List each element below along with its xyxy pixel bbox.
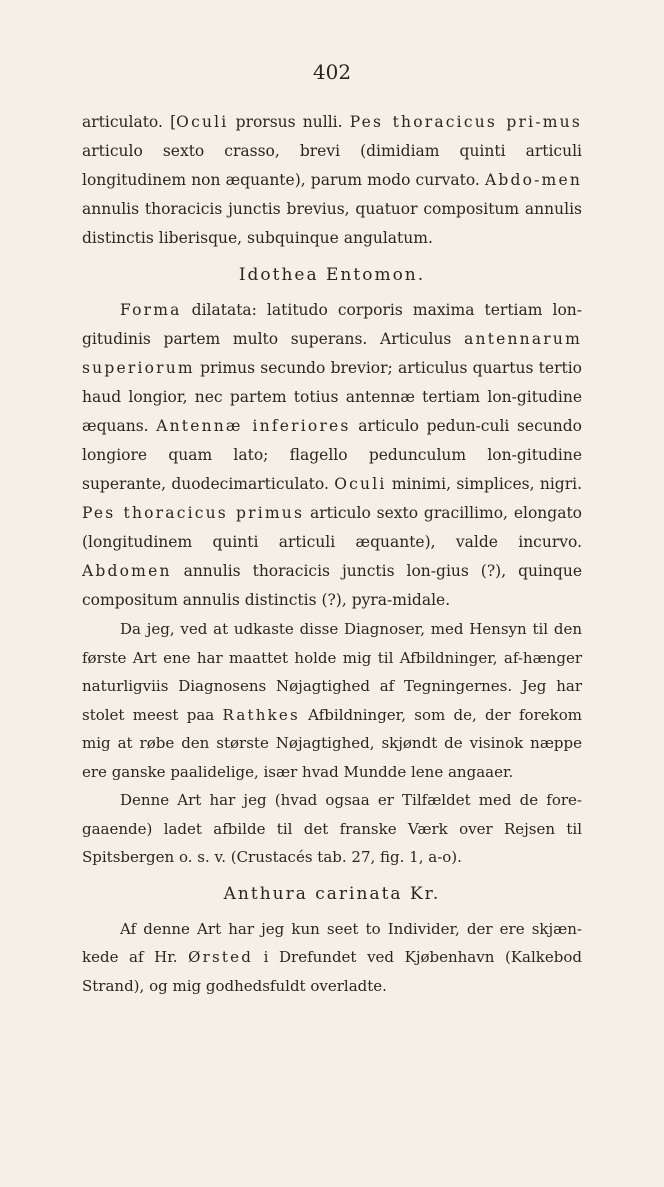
paragraph-oculi bbox=[82, 108, 582, 253]
text-run: annulis thoracicis junctis lon-gius (?), quinque compositum annulis distinctis (?), pyra-midale. bbox=[82, 562, 582, 609]
text-run: Da jeg, ved at udkaste disse Diagnoser, med Hensyn til den første Art ene har maattet holde mig til Afbildninger, af-hænger naturligviis Diagnosens Nøjagtighed af Tegningernes. Jeg har stolet meest paa bbox=[82, 620, 582, 724]
text-run: articulo sexto gracillimo, elongato (longitudinem quinti articuli æquante), valde incurvo. bbox=[82, 504, 582, 551]
text-run: Denne Art har jeg (hvad ogsaa er Tilfældet med de fore-gaaende) ladet afbilde til det franske Værk over Rejsen til Spitsbergen o. s. v. (Crustacés tab. 27, fig. 1, a-o). bbox=[82, 791, 582, 866]
text-run: i Drefundet ved Kjøbenhavn (Kalkebod Strand), og mig godhedsfuldt overladte. bbox=[82, 948, 582, 995]
term-antennae-superiores: antennarum superiorum bbox=[82, 330, 582, 377]
paragraph-danish-illustration bbox=[82, 786, 582, 872]
text-run: prorsus nulli. bbox=[228, 113, 350, 131]
term-oculi: Oculi bbox=[334, 475, 387, 493]
text-run: dilatata: latitudo corporis maxima tertiam lon-gitudinis partem multo superans. Articulus bbox=[82, 301, 582, 348]
paragraph-danish-anthura bbox=[82, 915, 582, 1001]
species-heading-anthura: Anthura carinata Kr. bbox=[223, 883, 441, 904]
paragraph-danish-diagnoses bbox=[82, 615, 582, 786]
term-abdomen: Abdomen bbox=[82, 562, 172, 580]
text-run: articulo sexto crasso, brevi (dimidiam quinti articuli longitudinem non æquante), parum modo curvato. bbox=[82, 142, 582, 189]
text-run: primus secundo brevior; articulus quartus tertio haud longior, nec partem totius antennæ tertiam lon-gitudine æquans. bbox=[82, 359, 582, 435]
term-abdomen: Abdo-men bbox=[484, 171, 582, 189]
text-run: Af denne Art har jeg kun seet to Individer, der ere skjæn-kede af Hr. bbox=[82, 919, 582, 966]
text-run: articulato. [ bbox=[82, 113, 177, 131]
term-antennae-inferiores: Antennæ inferiores bbox=[156, 417, 351, 435]
paragraph-idothea-diagnosis bbox=[82, 296, 582, 615]
term-forma: Forma bbox=[120, 301, 182, 319]
term-pes-thoracicus: Pes thoracicus pri-mus bbox=[349, 113, 582, 131]
page-number: 402 bbox=[312, 60, 352, 84]
term-oculi: Oculi bbox=[176, 113, 229, 131]
page-text bbox=[82, 108, 582, 1000]
name-orsted: Ørsted bbox=[188, 948, 253, 966]
text-run: Afbildninger, som de, der forekom mig at røbe den største Nøjagtighed, skjøndt de visinok næppe ere ganske paalidelige, især hvad Mundde lene angaaer. bbox=[82, 705, 582, 781]
species-heading-idothea: Idothea Entomon. bbox=[238, 265, 426, 285]
text-run: minimi, simplices, nigri. bbox=[386, 475, 582, 493]
name-rathke: Rathkes bbox=[222, 705, 300, 724]
text-run: articulo pedun-culi secundo longiore quam lato; flagello pedunculum lon-gitudine superante, duodecimarticulato. bbox=[82, 417, 582, 493]
term-pes-thoracicus-primus: Pes thoracicus primus bbox=[82, 504, 305, 522]
text-run: annulis thoracicis junctis brevius, quatuor compositum annulis distinctis liberisque, subquinque angulatum. bbox=[82, 200, 582, 247]
